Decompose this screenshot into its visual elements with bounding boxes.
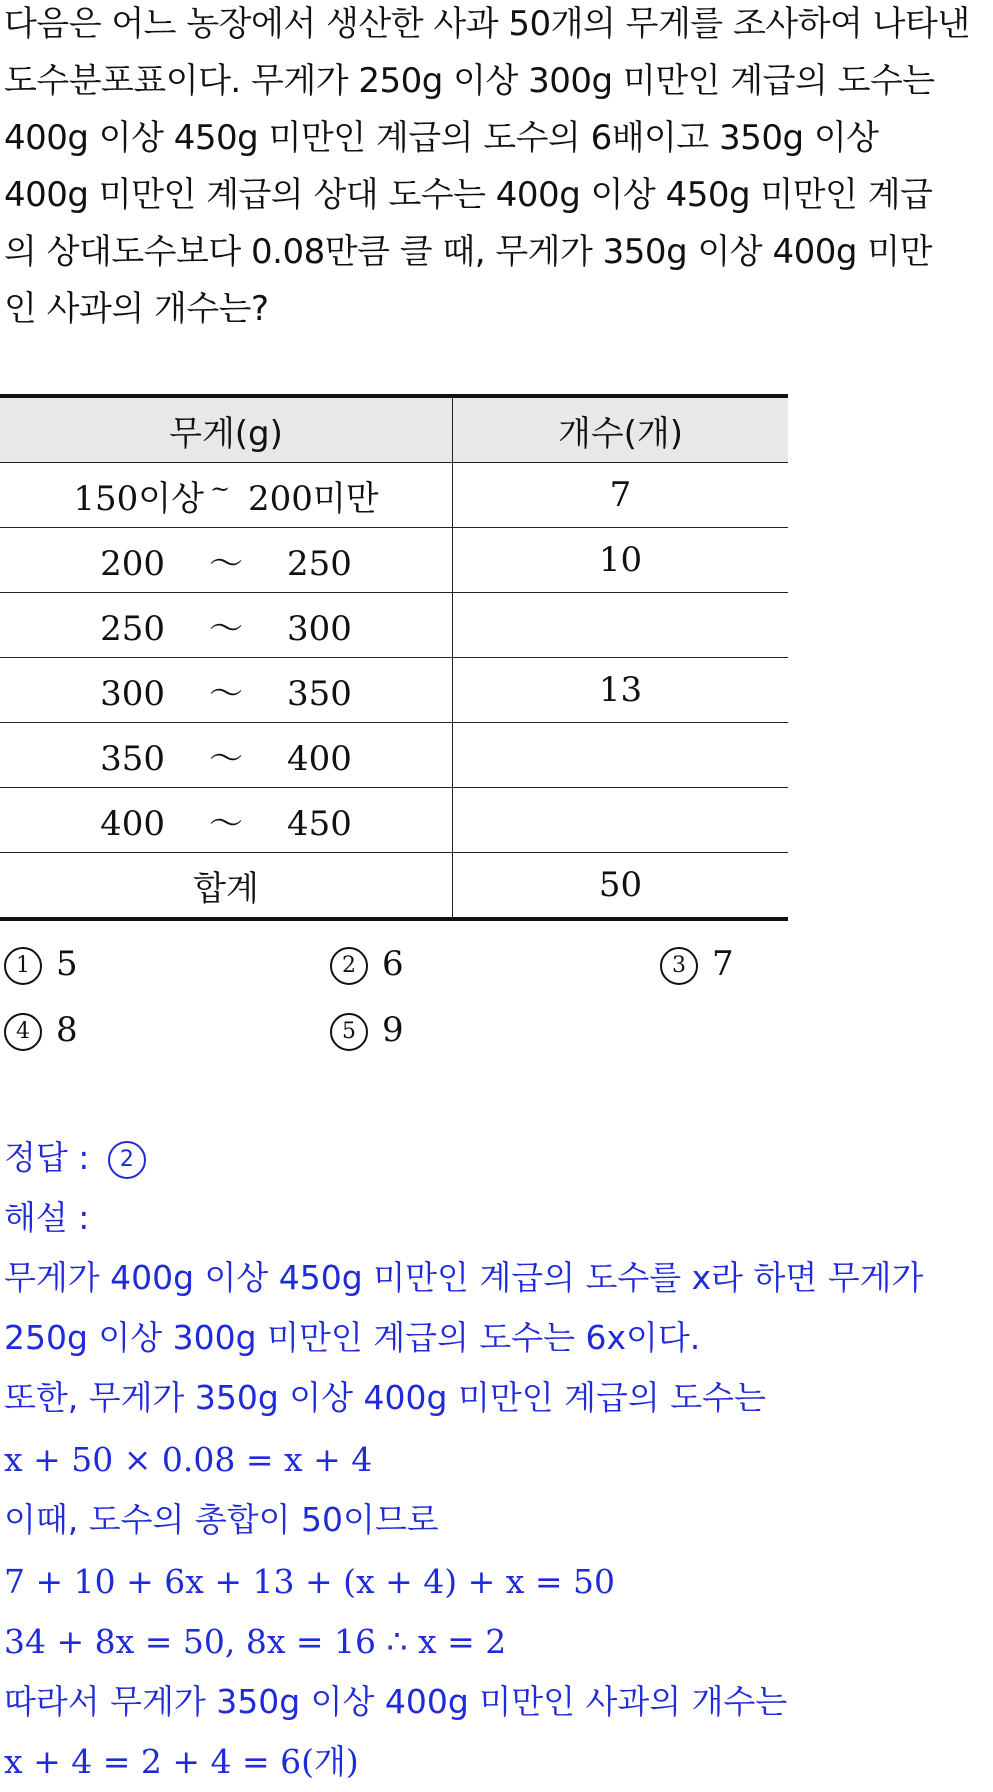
- frequency-table: [0, 394, 788, 921]
- question-line: 400g 이상 450g 미만인 계급의 도수의 6배이고 350g 이상: [4, 118, 879, 158]
- range-tilde: ～: [209, 738, 243, 779]
- solution-equation: 34 + 8x = 50, 8x = 16 ∴ x = 2: [4, 1622, 507, 1661]
- solution-line: 또한, 무게가 350g 이상 400g 미만인 계급의 도수는: [4, 1378, 766, 1417]
- choice-4[interactable]: [4, 1010, 78, 1051]
- choice-number: 1: [4, 947, 42, 985]
- answer-mark: 2: [108, 1141, 146, 1179]
- choice-value: 9: [382, 1010, 404, 1050]
- range-to: 350: [287, 673, 352, 714]
- count-cell: 7: [609, 475, 632, 515]
- explanation-label: 해설 :: [4, 1198, 90, 1237]
- choice-number: 2: [330, 947, 368, 985]
- range-from: 300: [100, 673, 165, 714]
- range-tilde: ～: [209, 543, 243, 584]
- range-from: 400: [100, 803, 165, 844]
- range-from: 150이상: [73, 478, 204, 519]
- count-cell: 13: [598, 670, 643, 710]
- answer-label: 정답 :: [4, 1138, 90, 1177]
- table-row: [0, 593, 788, 658]
- solution-line: 이때, 도수의 총합이 50이므로: [4, 1500, 439, 1539]
- question-line: 의 상대도수보다 0.08만큼 클 때, 무게가 350g 이상 400g 미만: [4, 232, 932, 272]
- table-row: [0, 658, 788, 723]
- choice-5[interactable]: [330, 1010, 404, 1051]
- choice-value: 6: [382, 944, 404, 984]
- range-to: 400: [287, 738, 352, 779]
- count-cell: [453, 723, 789, 788]
- total-count: 50: [598, 865, 643, 905]
- range-from: 200: [100, 543, 165, 584]
- weight-range-cell: [0, 788, 453, 853]
- solution-line: 무게가 400g 이상 450g 미만인 계급의 도수를 x라 하면 무게가: [4, 1258, 924, 1297]
- range-to: 250: [287, 543, 352, 584]
- weight-range-cell: [0, 723, 453, 788]
- range-from: 250: [100, 608, 165, 649]
- choice-value: 5: [56, 944, 78, 984]
- range-to: 300: [287, 608, 352, 649]
- weight-header: 무게(g): [0, 396, 453, 463]
- weight-range-cell: [0, 463, 453, 528]
- table-total-row: [0, 853, 788, 920]
- weight-range-cell: [0, 658, 453, 723]
- range-tilde: ～: [209, 608, 243, 649]
- range-tilde: ～: [209, 673, 243, 714]
- table-header-row: [0, 396, 788, 463]
- table-row: [0, 463, 788, 528]
- table-row: [0, 788, 788, 853]
- count-cell: [453, 593, 789, 658]
- choice-value: 8: [56, 1010, 78, 1050]
- total-label: 합계: [0, 853, 453, 920]
- solution-line: 250g 이상 300g 미만인 계급의 도수는 6x이다.: [4, 1318, 701, 1357]
- weight-range-cell: [0, 528, 453, 593]
- question-line: 도수분포표이다. 무게가 250g 이상 300g 미만인 계급의 도수는: [4, 61, 935, 101]
- count-header: 개수(개): [557, 413, 684, 454]
- count-cell: [453, 788, 789, 853]
- range-tilde: ~: [209, 475, 231, 504]
- question-line: 인 사과의 개수는?: [4, 289, 269, 329]
- choice-number: 4: [4, 1013, 42, 1051]
- solution-line: 따라서 무게가 350g 이상 400g 미만인 사과의 개수는: [4, 1682, 788, 1721]
- range-to: 200미만: [248, 478, 379, 519]
- choice-1[interactable]: [4, 944, 78, 985]
- choice-number: 5: [330, 1013, 368, 1051]
- weight-range-cell: [0, 593, 453, 658]
- answer-line: [4, 1138, 160, 1179]
- table-row: [0, 723, 788, 788]
- question-line: 400g 미만인 계급의 상대 도수는 400g 이상 450g 미만인 계급: [4, 175, 933, 215]
- solution-equation: x + 4 = 2 + 4 = 6(개): [4, 1742, 359, 1781]
- choice-3[interactable]: [660, 944, 734, 985]
- choice-number: 3: [660, 947, 698, 985]
- solution-equation: x + 50 × 0.08 = x + 4: [4, 1440, 373, 1479]
- range-to: 450: [287, 803, 352, 844]
- choice-value: 7: [712, 944, 734, 984]
- table-row: [0, 528, 788, 593]
- solution-equation: 7 + 10 + 6x + 13 + (x + 4) + x = 50: [4, 1562, 615, 1601]
- range-from: 350: [100, 738, 165, 779]
- question-line: 다음은 어느 농장에서 생산한 사과 50개의 무게를 조사하여 나타낸: [4, 4, 970, 44]
- choice-2[interactable]: [330, 944, 404, 985]
- count-cell: 10: [598, 540, 643, 580]
- range-tilde: ～: [209, 803, 243, 844]
